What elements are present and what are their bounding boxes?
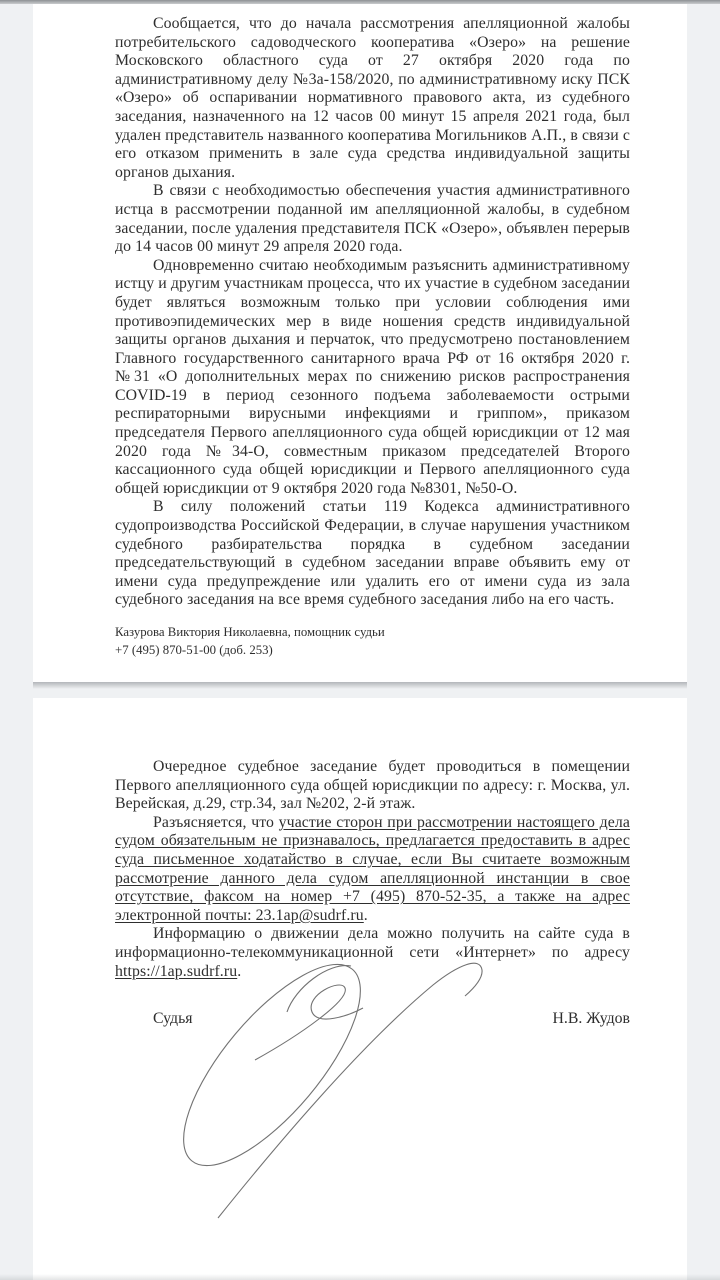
court-site-url: https://1ap.sudrf.ru <box>115 962 238 980</box>
viewport-bottom-fade <box>0 1274 720 1280</box>
page-1-content <box>33 4 687 659</box>
info-suffix: . <box>237 962 242 980</box>
clerk-phone: +7 (495) 870-51-00 (доб. 253) <box>115 642 273 657</box>
page-gap-shadow <box>33 682 687 689</box>
document-page-1 <box>33 4 687 682</box>
clerk-name: Казурова Виктория Николаевна, помощник судьи <box>115 625 385 639</box>
signer-role-label: Судья <box>153 1010 193 1028</box>
signer-name: Н.В. Жудов <box>552 1010 630 1028</box>
paragraph: В силу положений статьи 119 Кодекса административного судопроизводства Российской Федерации, в случае нарушения участником судебного разбирательства порядка в судебном заседании председательствующий в судебном заседании вправе объявить ему от имени суда предупреждение или удалить его от имени суда из зала судебного заседания на все время судебного заседания либо на его часть. <box>115 498 630 609</box>
paragraph: Сообщается, что до начала рассмотрения апелляционной жалобы потребительского садоводческого кооператива «Озеро» на решение Московского областного суда от 27 октября 2020 года по административному делу №3а-158/2020, по административному иску ПСК «Озеро» об оспаривании нормативного правового акта, из судебного заседания, назначенного на 12 часов 00 минут 15 апреля 2021 года, был удален представитель названного кооператива Могильников А.П., в связи с его отказом применить в зале суда средства индивидуальной защиты органов дыхания. <box>115 15 630 181</box>
info-prefix: Информацию о движении дела можно получить на сайте суда в информационно-телекоммуникационной сети «Интернет» по адресу <box>115 925 630 961</box>
paragraph <box>115 925 630 981</box>
clarify-suffix: . <box>363 906 368 924</box>
paragraph: В связи с необходимостью обеспечения участия административного истца в рассмотрении поданной им апелляционной жалобы, в судебном заседании, после удаления представителя ПСК «Озеро», объявлен перерыв до 14 часов 00 минут 29 апреля 2020 года. <box>115 182 630 256</box>
paragraph: Очередное судебное заседание будет проводиться в помещении Первого апелляционного суда общей юрисдикции по адресу: г. Москва, ул. Верейская, д.29, стр.34, зал №202, 2-й этаж. <box>115 758 630 813</box>
clarify-underlined-text: участие сторон при рассмотрении настоящего дела судом обязательным не признавалось, предлагается предоставить в адрес суда письменное ходатайство в случае, если Вы считаете возможным рассмотрение данного дела судом апелляционной инстанции в свое отсутствие, факсом на номер +7 (495) 870-52-35, а также на адрес электронной почты: 23.1ap@sudrf.ru <box>115 813 630 924</box>
paragraph <box>115 814 630 926</box>
clerk-contact-block <box>115 624 630 659</box>
paragraph: Одновременно считаю необходимым разъяснить административному истцу и другим участникам процесса, что их участие в судебном заседании будет являться возможным только при условии соблюдения ими противоэпидемических мер в виде ношения средств индивидуальной защиты органов дыхания и перчаток, что предусмотрено постановлением Главного государственного санитарного врача РФ от 16 октября 2020 г. №31 «О дополнительных мерах по снижению рисков распространения COVID-19 в период сезонного подъема заболеваемости острыми респираторными вирусными инфекциями и гриппом», приказом председателя Первого апелляционного суда общей юрисдикции от 12 мая 2020 года №34-О, совместным приказом председателей Второго кассационного суда общей юрисдикции и Первого апелляционного суда общей юрисдикции от 9 октября 2020 года №8301, №50-О. <box>115 256 630 497</box>
clarify-prefix: Разъясняется, что <box>153 813 279 831</box>
document-page-2 <box>33 698 687 1280</box>
page-2-content <box>33 698 687 1028</box>
signature-row <box>115 1009 630 1028</box>
